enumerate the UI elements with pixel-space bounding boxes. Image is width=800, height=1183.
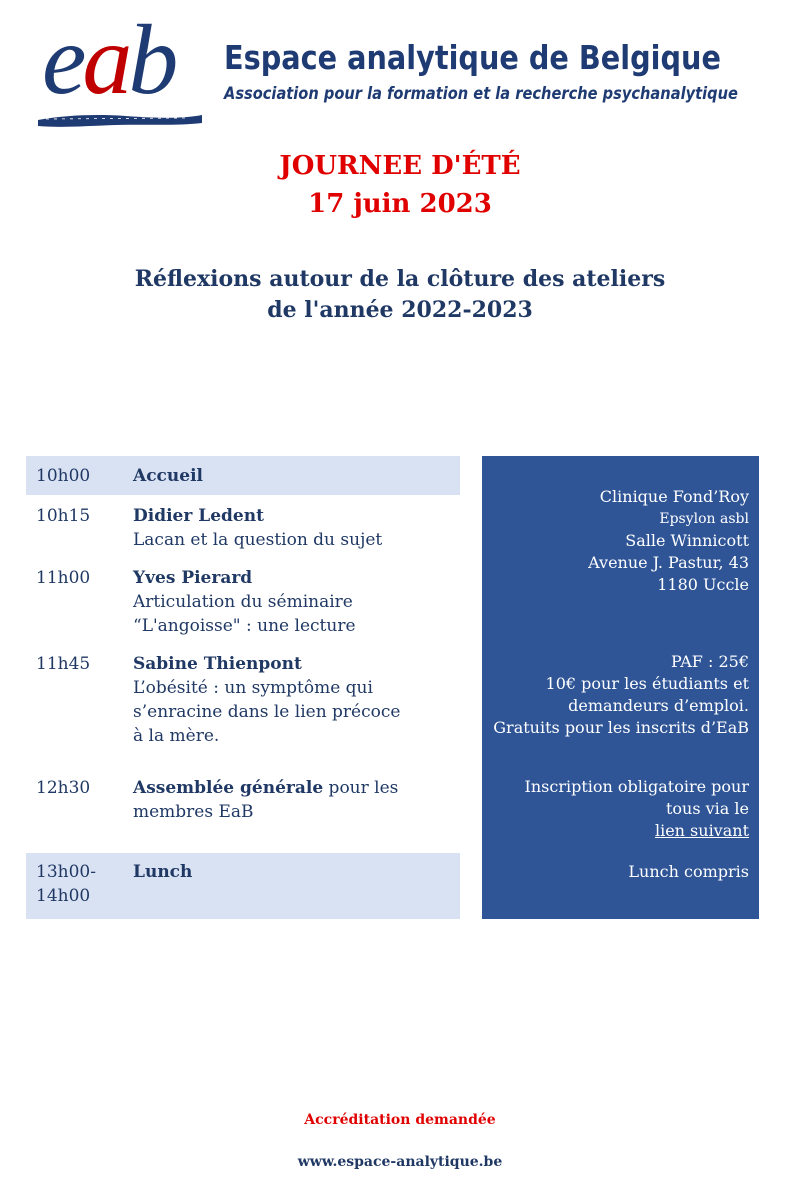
schedule-time: 13h00- 14h00: [36, 862, 96, 906]
venue-line: Epsylon asbl: [659, 511, 749, 527]
org-name: Espace analytique de Belgique: [224, 38, 721, 77]
talk-title-line: L’obésité : un symptôme qui: [133, 678, 373, 698]
schedule-row-assemblee: [26, 776, 460, 832]
event-date: 17 juin 2023: [308, 189, 492, 219]
registration-line: tous via le lien suivant: [654, 799, 749, 840]
talk-title-line: membres EaB: [133, 802, 254, 822]
talk-title-line: “L'angoisse" : une lecture: [133, 616, 356, 636]
event-subtitle-line-1: Réflexions autour de la clôture des ateliers: [134, 266, 666, 292]
venue-line: Salle Winnicott: [625, 531, 749, 550]
info-panel: [482, 456, 759, 919]
schedule-row-pierard: [26, 566, 460, 646]
speaker-name: Yves Pierard: [133, 568, 253, 588]
logo-letters: eab: [42, 4, 175, 115]
schedule-row-ledent: [26, 504, 460, 560]
logo-brush-stroke-icon: [36, 110, 204, 130]
accreditation-note: Accréditation demandée: [304, 1112, 496, 1128]
venue-line: 1180 Uccle: [657, 575, 749, 594]
schedule-time: 11h45: [36, 654, 91, 674]
schedule-title: Accueil: [133, 466, 203, 486]
venue-line: Avenue J. Pastur, 43: [588, 553, 749, 572]
org-subtitle: Association pour la formation et la recherche psychanalytique: [224, 84, 738, 104]
price-line: 10€ pour les étudiants et: [545, 674, 749, 693]
schedule-time: 10h15: [36, 506, 91, 526]
price-line: demandeurs d’emploi.: [568, 696, 749, 715]
eab-logo: [36, 4, 208, 130]
event-title: JOURNEE D'ÉTÉ: [279, 151, 521, 181]
schedule-row-lunch: [26, 853, 460, 919]
schedule-row-accueil: [26, 456, 460, 495]
talk-title-line: s’enracine dans le lien précoce: [133, 702, 401, 722]
event-subtitle-line-2: de l'année 2022-2023: [267, 297, 533, 323]
registration-block: [489, 776, 749, 842]
price-block: [489, 651, 749, 739]
venue-line: Clinique Fond’Roy: [599, 487, 749, 506]
schedule-time: 10h00: [36, 466, 91, 486]
lunch-block: [489, 861, 749, 883]
schedule-time: 12h30: [36, 778, 91, 798]
registration-line: Inscription obligatoire pour: [524, 777, 749, 796]
schedule-time: 11h00: [36, 568, 91, 588]
schedule-title-rest: pour les: [323, 778, 399, 798]
talk-title-line: Articulation du séminaire: [133, 592, 353, 612]
speaker-name: Sabine Thienpont: [133, 654, 302, 674]
website-link[interactable]: www.espace-analytique.be: [297, 1154, 503, 1170]
schedule-row-thienpont: [26, 652, 460, 752]
speaker-name: Didier Ledent: [133, 506, 264, 526]
venue-block: [489, 486, 749, 596]
registration-link[interactable]: lien suivant: [654, 821, 749, 840]
schedule-title: Lunch: [133, 862, 193, 882]
price-line: Gratuits pour les inscrits d’EaB: [493, 718, 749, 737]
price-line: PAF : 25€: [670, 652, 749, 671]
talk-title-line: Lacan et la question du sujet: [133, 530, 383, 550]
schedule-title: Assemblée générale: [133, 778, 324, 798]
talk-title-line: à la mère.: [133, 726, 220, 746]
lunch-note: Lunch compris: [628, 862, 749, 881]
